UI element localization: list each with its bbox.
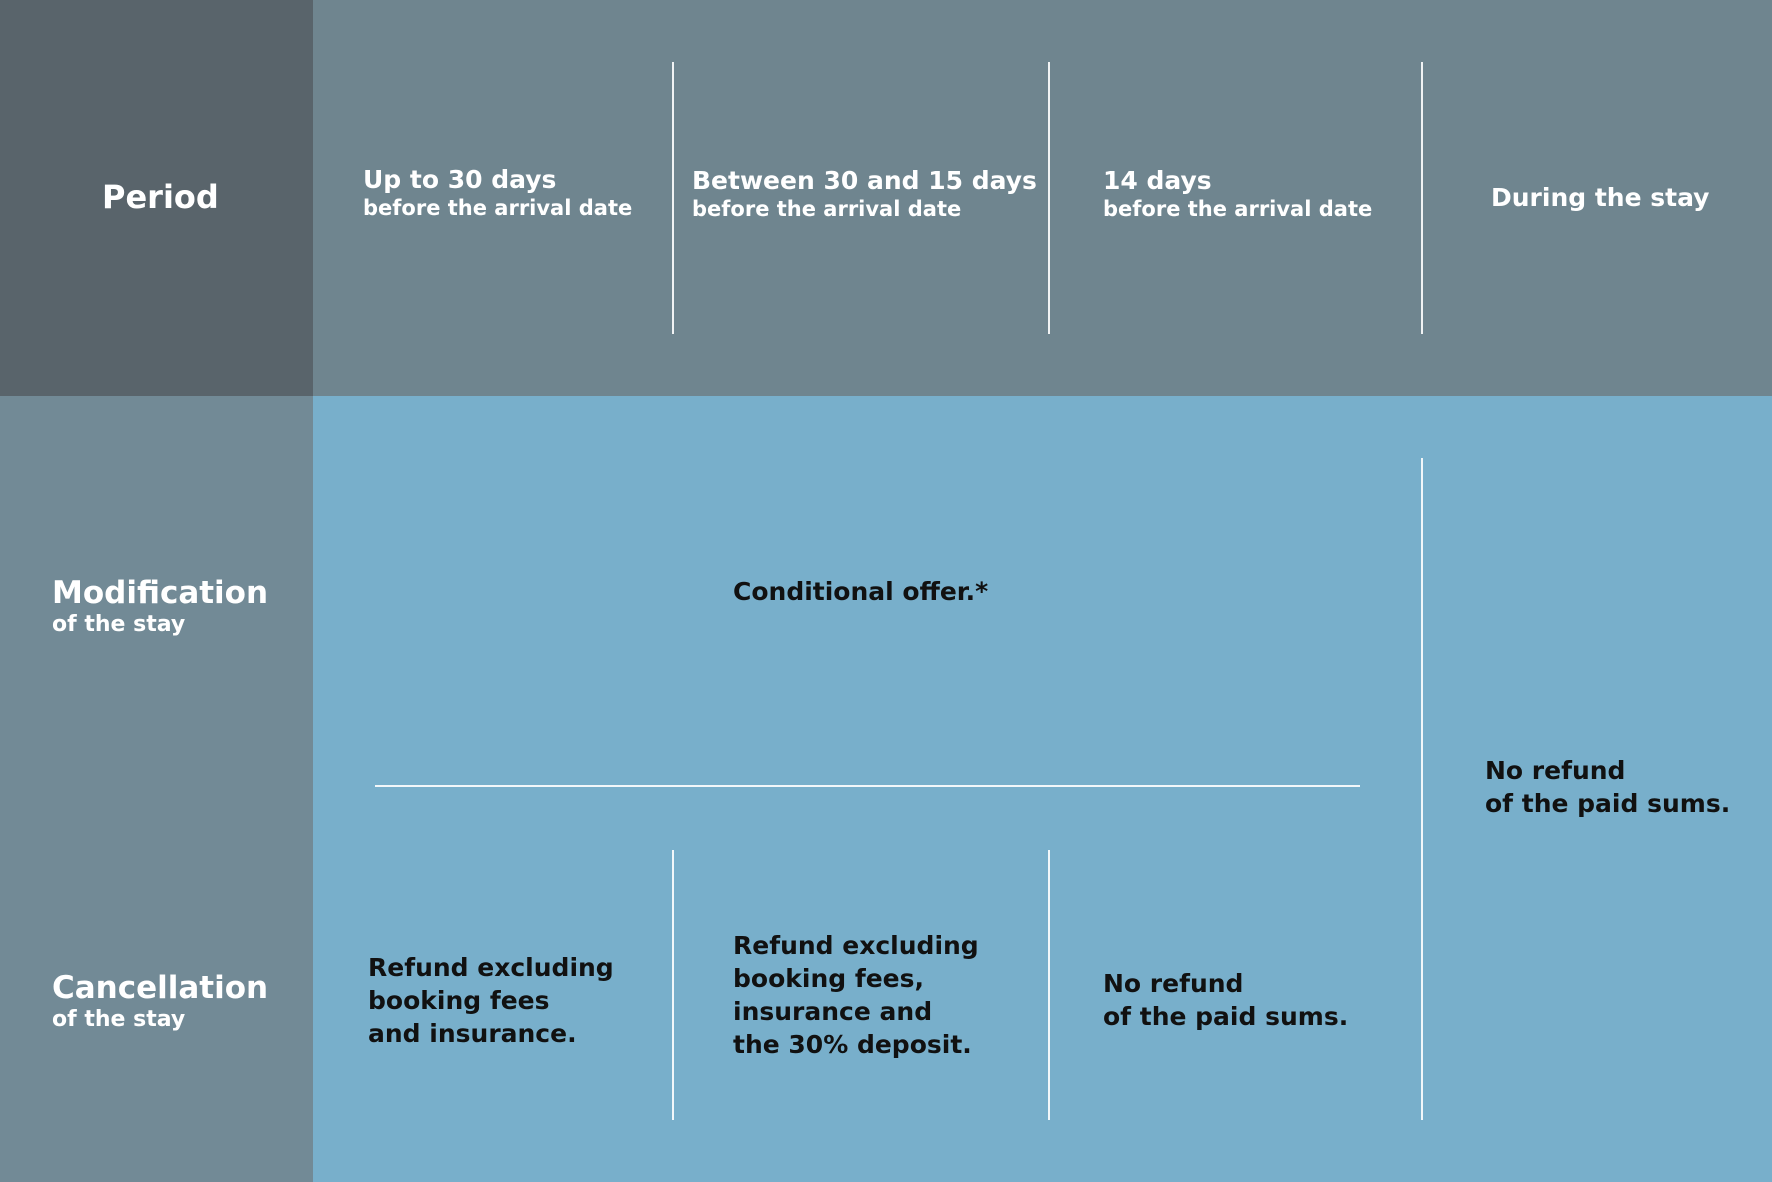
column-title: 14 days — [1103, 166, 1212, 195]
row-divider — [375, 785, 1360, 787]
cell-line: insurance and — [733, 997, 933, 1026]
cell-line: of the paid sums. — [1485, 789, 1731, 818]
body-divider — [672, 850, 674, 1120]
column-title: Between 30 and 15 days — [692, 166, 1037, 195]
body-divider-during-stay — [1421, 458, 1423, 1120]
body-divider — [1048, 850, 1050, 1120]
row-label-modification — [52, 575, 268, 639]
cell-line: No refund — [1485, 756, 1626, 785]
column-header-14-days — [1103, 166, 1372, 222]
modification-offer-cell: Conditional offer.* — [733, 577, 989, 606]
cancellation-14-days-cell — [1103, 967, 1348, 1033]
row-label-column — [0, 396, 313, 1182]
cell-line: booking fees — [368, 986, 550, 1015]
cell-line: Refund excluding — [733, 931, 979, 960]
column-subtitle: before the arrival date — [692, 197, 962, 221]
header-divider — [1048, 62, 1050, 334]
row-title: Modification — [52, 575, 269, 611]
row-title: Cancellation — [52, 970, 269, 1006]
cell-line: of the paid sums. — [1103, 1002, 1349, 1031]
column-header-up-to-30 — [363, 165, 632, 221]
row-subtitle: of the stay — [52, 1007, 186, 1032]
column-subtitle: before the arrival date — [363, 196, 633, 220]
cancellation-up-to-30-cell — [368, 951, 614, 1050]
cell-line: Refund excluding — [368, 953, 614, 982]
column-header-during-stay — [1491, 183, 1709, 213]
column-subtitle: before the arrival date — [1103, 197, 1373, 221]
row-subtitle: of the stay — [52, 612, 186, 637]
period-label: Period — [102, 178, 219, 216]
during-stay-cell — [1485, 754, 1730, 820]
header-divider — [672, 62, 674, 334]
cancellation-30-to-15-cell — [733, 929, 979, 1061]
cell-line: No refund — [1103, 969, 1244, 998]
column-title: During the stay — [1491, 183, 1710, 212]
cell-line: and insurance. — [368, 1019, 577, 1048]
cell-line: the 30% deposit. — [733, 1030, 972, 1059]
column-header-30-to-15 — [692, 166, 1037, 222]
cell-line: booking fees, — [733, 964, 925, 993]
column-title: Up to 30 days — [363, 165, 557, 194]
header-divider — [1421, 62, 1423, 334]
row-label-cancellation — [52, 970, 268, 1034]
